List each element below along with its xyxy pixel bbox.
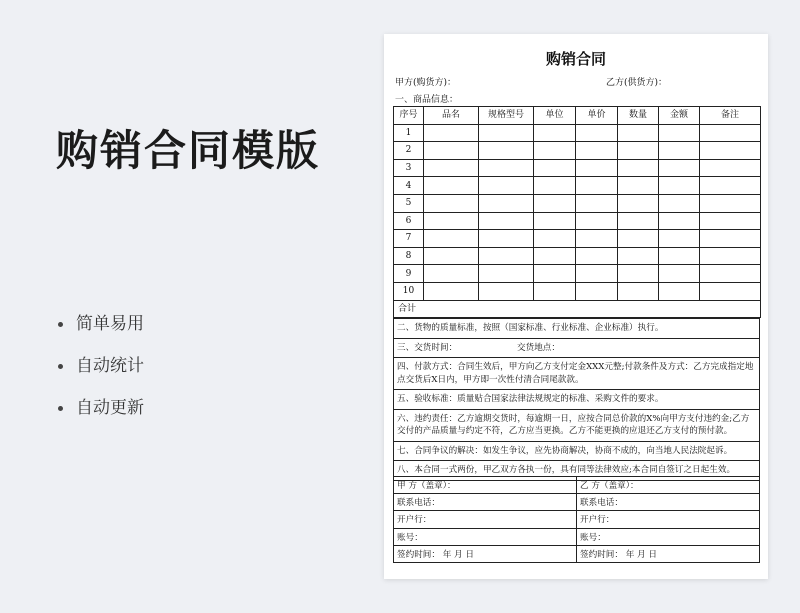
table-cell <box>479 159 534 177</box>
row-number: 10 <box>394 282 424 300</box>
table-cell <box>534 194 576 212</box>
table-cell <box>700 265 761 283</box>
party-a-phone: 联系电话： <box>394 494 577 511</box>
table-cell <box>576 159 618 177</box>
clause-breach: 六、违约责任：乙方逾期交货时，每逾期一日，应按合同总价款的X%向甲方支付违约金;乙方交付的产品质量与约定不符，乙方应当更换。乙方不能更换的应退还乙方支付的预付款。 <box>393 410 760 442</box>
row-number: 5 <box>394 194 424 212</box>
col-header: 金额 <box>659 107 700 125</box>
table-row <box>394 177 761 195</box>
table-row <box>394 124 761 142</box>
table-cell <box>576 247 618 265</box>
party-b-seal: 乙 方（盖章）： <box>577 477 760 494</box>
table-cell <box>700 124 761 142</box>
table-cell <box>576 212 618 230</box>
table-cell <box>479 247 534 265</box>
table-row <box>394 230 761 248</box>
row-number: 8 <box>394 247 424 265</box>
table-cell <box>700 194 761 212</box>
table-row <box>394 159 761 177</box>
table-cell <box>479 265 534 283</box>
table-cell <box>659 124 700 142</box>
table-cell <box>659 142 700 160</box>
feature-list <box>56 310 144 436</box>
party-a-label: 甲方(购货方)： <box>395 78 457 88</box>
section-goods-heading: 一、商品信息： <box>395 95 459 105</box>
clause-payment: 四、付款方式：合同生效后，甲方向乙方支付定金XXX元整;付款条件及方式：乙方完成指定地点交货后X日内，甲方即一次性付清合同尾款款。 <box>393 358 760 390</box>
party-a-bank: 开户行： <box>394 511 577 528</box>
table-cell <box>618 124 659 142</box>
col-header: 单位 <box>534 107 576 125</box>
total-row <box>394 300 761 318</box>
table-cell <box>659 159 700 177</box>
table-cell <box>700 282 761 300</box>
table-cell <box>700 212 761 230</box>
table-cell <box>424 247 479 265</box>
clause-inspection: 五、验收标准：质量贴合国家法律法规规定的标准、采购文件的要求。 <box>393 390 760 410</box>
table-cell <box>424 159 479 177</box>
goods-table <box>393 106 761 318</box>
table-row <box>394 247 761 265</box>
row-number: 4 <box>394 177 424 195</box>
party-b-label: 乙方(供货方)： <box>606 78 668 88</box>
party-a-account: 账号： <box>394 528 577 545</box>
table-cell <box>479 142 534 160</box>
table-cell <box>534 230 576 248</box>
table-cell <box>618 212 659 230</box>
table-row <box>394 212 761 230</box>
table-cell <box>424 265 479 283</box>
table-header-row <box>394 107 761 125</box>
table-cell <box>576 177 618 195</box>
table-cell <box>534 247 576 265</box>
table-cell <box>479 177 534 195</box>
party-b-sign-date: 签约时间： 年 月 日 <box>577 545 760 562</box>
table-cell <box>534 265 576 283</box>
table-cell <box>576 124 618 142</box>
table-cell <box>659 177 700 195</box>
table-cell <box>479 282 534 300</box>
col-header: 备注 <box>700 107 761 125</box>
table-cell <box>424 282 479 300</box>
feature-item: 简单易用 <box>56 310 144 352</box>
row-number: 1 <box>394 124 424 142</box>
table-cell <box>659 212 700 230</box>
table-cell <box>534 212 576 230</box>
table-cell <box>659 247 700 265</box>
table-cell <box>618 282 659 300</box>
contract-sheet <box>384 34 768 579</box>
feature-item: 自动更新 <box>56 394 144 436</box>
feature-item: 自动统计 <box>56 352 144 394</box>
table-row <box>394 142 761 160</box>
table-row <box>394 282 761 300</box>
col-header: 单价 <box>576 107 618 125</box>
table-cell <box>618 247 659 265</box>
table-cell <box>479 230 534 248</box>
clause-dispute: 七、合同争议的解决：如发生争议，应先协商解决，协商不成的，向当地人民法院起诉。 <box>393 442 760 462</box>
table-cell <box>576 282 618 300</box>
table-cell <box>479 194 534 212</box>
table-cell <box>700 247 761 265</box>
party-b-phone: 联系电话： <box>577 494 760 511</box>
delivery-time-label: 三、交货时间： <box>397 342 458 353</box>
total-label: 合计 <box>394 300 761 318</box>
table-cell <box>479 124 534 142</box>
col-header: 规格型号 <box>479 107 534 125</box>
table-cell <box>576 265 618 283</box>
table-cell <box>534 124 576 142</box>
contract-clauses <box>393 318 760 481</box>
table-row <box>394 265 761 283</box>
party-a-sign-date: 签约时间： 年 月 日 <box>394 545 577 562</box>
table-cell <box>534 142 576 160</box>
table-cell <box>618 194 659 212</box>
table-cell <box>576 194 618 212</box>
page-heading: 购销合同模版 <box>56 126 321 175</box>
table-cell <box>618 265 659 283</box>
row-number: 9 <box>394 265 424 283</box>
table-cell <box>576 142 618 160</box>
table-cell <box>659 194 700 212</box>
table-cell <box>424 194 479 212</box>
signature-table <box>393 476 760 563</box>
table-cell <box>618 142 659 160</box>
row-number: 3 <box>394 159 424 177</box>
table-cell <box>618 177 659 195</box>
col-header: 品名 <box>424 107 479 125</box>
table-cell <box>424 177 479 195</box>
clause-quality: 二、货物的质量标准，按照（国家标准、行业标准、企业标准）执行。 <box>393 318 760 339</box>
table-cell <box>576 230 618 248</box>
table-cell <box>424 230 479 248</box>
table-cell <box>618 159 659 177</box>
row-number: 2 <box>394 142 424 160</box>
table-cell <box>700 159 761 177</box>
table-cell <box>424 124 479 142</box>
table-cell <box>659 282 700 300</box>
table-cell <box>479 212 534 230</box>
table-cell <box>659 230 700 248</box>
table-cell <box>424 142 479 160</box>
table-cell <box>700 142 761 160</box>
table-cell <box>700 230 761 248</box>
table-cell <box>659 265 700 283</box>
table-cell <box>424 212 479 230</box>
clause-copies: 八、本合同一式两份，甲乙双方各执一份，具有同等法律效应;本合同自签订之日起生效。 <box>393 461 760 481</box>
table-row <box>394 194 761 212</box>
contract-title: 购销合同 <box>545 50 606 68</box>
party-b-account: 账号： <box>577 528 760 545</box>
party-b-bank: 开户行： <box>577 511 760 528</box>
table-cell <box>700 177 761 195</box>
row-number: 6 <box>394 212 424 230</box>
table-cell <box>534 282 576 300</box>
table-cell <box>534 159 576 177</box>
clause-delivery <box>393 339 760 359</box>
table-cell <box>534 177 576 195</box>
delivery-place-label: 交货地点： <box>517 342 560 353</box>
table-cell <box>618 230 659 248</box>
col-header: 序号 <box>394 107 424 125</box>
party-a-seal: 甲 方（盖章）： <box>394 477 577 494</box>
row-number: 7 <box>394 230 424 248</box>
col-header: 数量 <box>618 107 659 125</box>
